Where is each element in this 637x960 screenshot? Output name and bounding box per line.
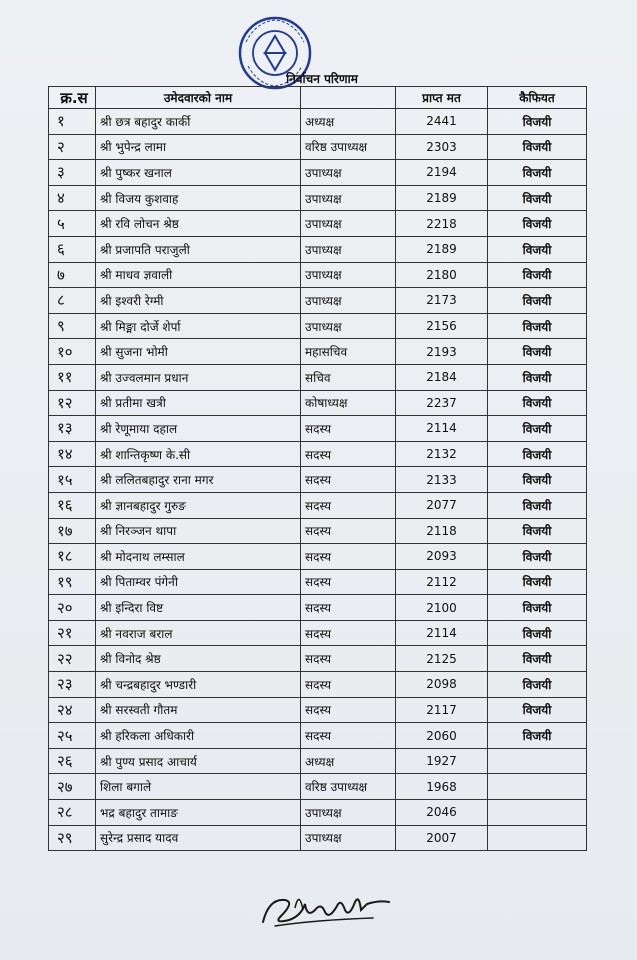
candidate-name-cell: श्री उज्वलमान प्रधान [96, 364, 301, 390]
post-cell: सदस्य [301, 595, 396, 621]
table-row [49, 416, 587, 442]
remark-cell: विजयी [488, 416, 587, 442]
votes-cell: 2117 [396, 697, 488, 723]
remark-cell: विजयी [488, 211, 587, 237]
candidate-name-cell: श्री इश्वरी रेग्मी [96, 288, 301, 314]
serial-number-cell: ६ [49, 236, 96, 262]
post-cell: कोषाध्यक्ष [301, 390, 396, 416]
post-cell: वरिष्ठ उपाध्यक्ष [301, 774, 396, 800]
post-cell: उपाध्यक्ष [301, 825, 396, 851]
handwritten-signature [255, 880, 395, 940]
column-header-votes: प्राप्त मत [396, 87, 488, 109]
votes-cell: 2060 [396, 723, 488, 749]
candidate-name-cell: श्री भुपेन्द्र लामा [96, 134, 301, 160]
table-row [49, 390, 587, 416]
remark-cell: विजयी [488, 646, 587, 672]
column-header-serial: क्र.स [49, 87, 96, 109]
candidate-name-cell: श्री रेणूमाया दहाल [96, 416, 301, 442]
votes-cell: 2112 [396, 569, 488, 595]
table-row [49, 313, 587, 339]
serial-number-cell: १८ [49, 544, 96, 570]
remark-cell: विजयी [488, 518, 587, 544]
table-row [49, 723, 587, 749]
post-cell: सदस्य [301, 544, 396, 570]
table-body [49, 109, 587, 851]
candidate-name-cell: श्री प्रजापति पराजुली [96, 236, 301, 262]
remark-cell [488, 774, 587, 800]
remark-cell: विजयी [488, 723, 587, 749]
votes-cell: 1927 [396, 748, 488, 774]
serial-number-cell: १७ [49, 518, 96, 544]
votes-cell: 2193 [396, 339, 488, 365]
votes-cell: 2125 [396, 646, 488, 672]
votes-cell: 2093 [396, 544, 488, 570]
serial-number-cell: २७ [49, 774, 96, 800]
post-cell: सदस्य [301, 467, 396, 493]
post-cell: सदस्य [301, 723, 396, 749]
post-cell: उपाध्यक्ष [301, 288, 396, 314]
serial-number-cell: १४ [49, 441, 96, 467]
serial-number-cell: २३ [49, 672, 96, 698]
remark-cell: विजयी [488, 672, 587, 698]
candidate-name-cell: भद्र बहादुर तामाङ [96, 800, 301, 826]
remark-cell [488, 748, 587, 774]
votes-cell: 2132 [396, 441, 488, 467]
candidate-name-cell: श्री मोदनाथ लम्साल [96, 544, 301, 570]
post-cell: अध्यक्ष [301, 109, 396, 135]
column-header-post [301, 87, 396, 109]
table-row [49, 544, 587, 570]
candidate-name-cell: शिला बगाले [96, 774, 301, 800]
serial-number-cell: ७ [49, 262, 96, 288]
remark-cell: विजयी [488, 595, 587, 621]
votes-cell: 2189 [396, 236, 488, 262]
votes-cell: 2237 [396, 390, 488, 416]
serial-number-cell: ३ [49, 160, 96, 186]
candidate-name-cell: श्री नवराज बराल [96, 620, 301, 646]
serial-number-cell: २८ [49, 800, 96, 826]
serial-number-cell: १६ [49, 492, 96, 518]
remark-cell: विजयी [488, 492, 587, 518]
remark-cell: विजयी [488, 390, 587, 416]
votes-cell: 2046 [396, 800, 488, 826]
post-cell: उपाध्यक्ष [301, 160, 396, 186]
column-header-remarks: कैफियत [488, 87, 587, 109]
table-row [49, 748, 587, 774]
serial-number-cell: २० [49, 595, 96, 621]
votes-cell: 2156 [396, 313, 488, 339]
post-cell: महासचिव [301, 339, 396, 365]
post-cell: उपाध्यक्ष [301, 262, 396, 288]
table-row [49, 109, 587, 135]
votes-cell: 2118 [396, 518, 488, 544]
votes-cell: 2189 [396, 185, 488, 211]
candidate-name-cell: श्री ज्ञानबहादुर गुरुङ [96, 492, 301, 518]
candidate-name-cell: श्री सुजना भोमी [96, 339, 301, 365]
serial-number-cell: २५ [49, 723, 96, 749]
remark-cell [488, 825, 587, 851]
remark-cell: विजयी [488, 339, 587, 365]
remark-cell [488, 800, 587, 826]
document-title: निर्वाचन परिणाम [286, 72, 358, 86]
serial-number-cell: १९ [49, 569, 96, 595]
serial-number-cell: ८ [49, 288, 96, 314]
serial-number-cell: २१ [49, 620, 96, 646]
remark-cell: विजयी [488, 236, 587, 262]
votes-cell: 2194 [396, 160, 488, 186]
table-row [49, 672, 587, 698]
votes-cell: 2007 [396, 825, 488, 851]
candidate-name-cell: श्री ललितबहादुर राना मगर [96, 467, 301, 493]
remark-cell: विजयी [488, 313, 587, 339]
table-row [49, 595, 587, 621]
serial-number-cell: २६ [49, 748, 96, 774]
table-row [49, 236, 587, 262]
votes-cell: 1968 [396, 774, 488, 800]
post-cell: सदस्य [301, 441, 396, 467]
serial-number-cell: ११ [49, 364, 96, 390]
serial-number-cell: २९ [49, 825, 96, 851]
serial-number-cell: १५ [49, 467, 96, 493]
table-row [49, 364, 587, 390]
column-header-candidate-name: उमेदवारको नाम [96, 87, 301, 109]
votes-cell: 2303 [396, 134, 488, 160]
votes-cell: 2180 [396, 262, 488, 288]
candidate-name-cell: श्री पुण्य प्रसाद आचार्य [96, 748, 301, 774]
table-row [49, 262, 587, 288]
table-row [49, 697, 587, 723]
votes-cell: 2098 [396, 672, 488, 698]
candidate-name-cell: श्री रवि लोचन श्रेष्ठ [96, 211, 301, 237]
table-row [49, 492, 587, 518]
table-row [49, 211, 587, 237]
serial-number-cell: १ [49, 109, 96, 135]
table-row [49, 160, 587, 186]
candidate-name-cell: श्री पिताम्वर पंगेनी [96, 569, 301, 595]
candidate-name-cell: श्री निरञ्जन थापा [96, 518, 301, 544]
table-row [49, 569, 587, 595]
serial-number-cell: १२ [49, 390, 96, 416]
remark-cell: विजयी [488, 620, 587, 646]
remark-cell: विजयी [488, 697, 587, 723]
post-cell: सदस्य [301, 697, 396, 723]
table-row [49, 288, 587, 314]
candidate-name-cell: श्री शान्तिकृष्ण के.सी [96, 441, 301, 467]
table-row [49, 339, 587, 365]
post-cell: उपाध्यक्ष [301, 236, 396, 262]
votes-cell: 2100 [396, 595, 488, 621]
candidate-name-cell: श्री प्रतीमा खत्री [96, 390, 301, 416]
candidate-name-cell: श्री माधव ज्ञवाली [96, 262, 301, 288]
post-cell: उपाध्यक्ष [301, 211, 396, 237]
post-cell: उपाध्यक्ष [301, 185, 396, 211]
candidate-name-cell: श्री छत्र बहादुर कार्की [96, 109, 301, 135]
post-cell: सदस्य [301, 620, 396, 646]
table-row [49, 774, 587, 800]
remark-cell: विजयी [488, 262, 587, 288]
post-cell: उपाध्यक्ष [301, 313, 396, 339]
table-row [49, 518, 587, 544]
table-row [49, 467, 587, 493]
votes-cell: 2077 [396, 492, 488, 518]
votes-cell: 2184 [396, 364, 488, 390]
remark-cell: विजयी [488, 134, 587, 160]
candidate-name-cell: श्री विनोद श्रेष्ठ [96, 646, 301, 672]
table-row [49, 441, 587, 467]
post-cell: सदस्य [301, 569, 396, 595]
table-row [49, 134, 587, 160]
votes-cell: 2173 [396, 288, 488, 314]
remark-cell: विजयी [488, 109, 587, 135]
remark-cell: विजयी [488, 160, 587, 186]
votes-cell: 2114 [396, 416, 488, 442]
remark-cell: विजयी [488, 441, 587, 467]
serial-number-cell: ५ [49, 211, 96, 237]
post-cell: सदस्य [301, 646, 396, 672]
table-row [49, 825, 587, 851]
votes-cell: 2114 [396, 620, 488, 646]
serial-number-cell: २ [49, 134, 96, 160]
post-cell: सदस्य [301, 492, 396, 518]
candidate-name-cell: सुरेन्द्र प्रसाद यादव [96, 825, 301, 851]
table-row [49, 185, 587, 211]
table-row [49, 800, 587, 826]
serial-number-cell: ४ [49, 185, 96, 211]
remark-cell: विजयी [488, 544, 587, 570]
post-cell: सदस्य [301, 672, 396, 698]
table-row [49, 646, 587, 672]
serial-number-cell: २४ [49, 697, 96, 723]
remark-cell: विजयी [488, 288, 587, 314]
remark-cell: विजयी [488, 467, 587, 493]
remark-cell: विजयी [488, 364, 587, 390]
table-row [49, 620, 587, 646]
table-header-row [49, 87, 587, 109]
serial-number-cell: १३ [49, 416, 96, 442]
candidate-name-cell: श्री सरस्वती गौतम [96, 697, 301, 723]
candidate-name-cell: श्री पुष्कर खनाल [96, 160, 301, 186]
votes-cell: 2441 [396, 109, 488, 135]
post-cell: सचिव [301, 364, 396, 390]
candidate-name-cell: श्री विजय कुशवाह [96, 185, 301, 211]
votes-cell: 2218 [396, 211, 488, 237]
post-cell: अध्यक्ष [301, 748, 396, 774]
remark-cell: विजयी [488, 185, 587, 211]
candidate-name-cell: श्री हरिकला अधिकारी [96, 723, 301, 749]
post-cell: सदस्य [301, 518, 396, 544]
serial-number-cell: २२ [49, 646, 96, 672]
votes-cell: 2133 [396, 467, 488, 493]
candidate-name-cell: श्री मिङ्मा दोर्जे शेर्पा [96, 313, 301, 339]
candidate-name-cell: श्री चन्द्रबहादुर भण्डारी [96, 672, 301, 698]
post-cell: उपाध्यक्ष [301, 800, 396, 826]
remark-cell: विजयी [488, 569, 587, 595]
candidate-name-cell: श्री इन्दिरा विष्ट [96, 595, 301, 621]
serial-number-cell: १० [49, 339, 96, 365]
post-cell: वरिष्ठ उपाध्यक्ष [301, 134, 396, 160]
serial-number-cell: ९ [49, 313, 96, 339]
post-cell: सदस्य [301, 416, 396, 442]
election-results-table [48, 86, 587, 851]
